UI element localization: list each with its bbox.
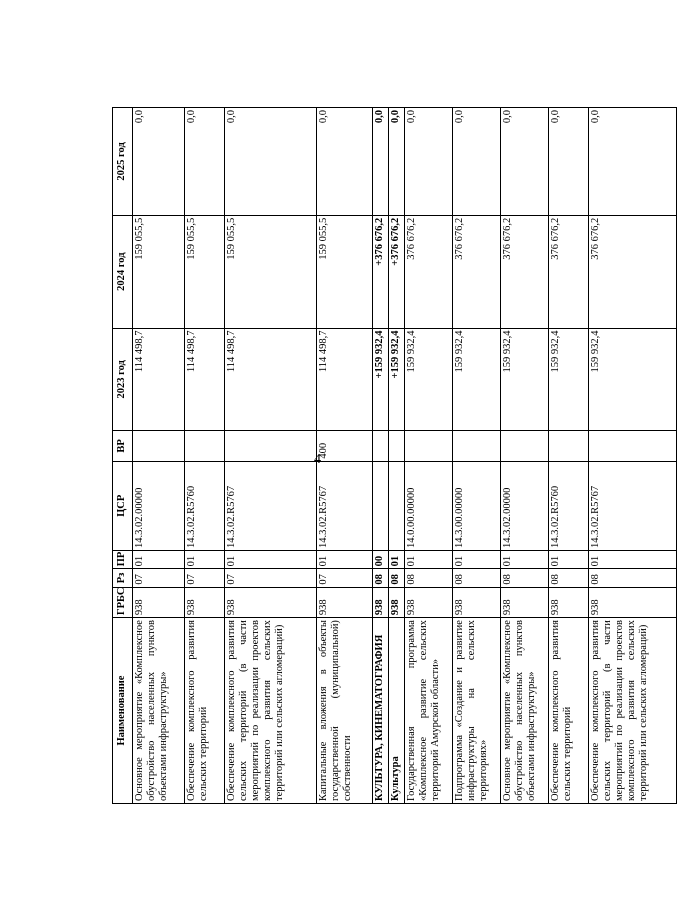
cell-vr [185,431,225,461]
cell-y2023: +159 932,4 [389,328,405,431]
table-row [185,108,225,804]
budget-table [112,107,677,804]
cell-grbs: 938 [453,587,501,617]
cell-y2024: 376 676,2 [589,215,677,328]
cell-vr [405,431,453,461]
cell-csr: 14.3.02.00000 [133,461,185,550]
cell-pr: 01 [133,551,185,569]
cell-pr: 01 [185,551,225,569]
cell-csr [389,461,405,550]
cell-y2024: 159 055,5 [185,215,225,328]
header-csr: ЦСР [113,461,133,550]
cell-grbs: 938 [373,587,389,617]
cell-y2023: 114 498,7 [317,328,373,431]
page-number: 4 [314,452,321,467]
cell-csr: 14.3.02.R5767 [589,461,677,550]
cell-y2023: 114 498,7 [185,328,225,431]
header-2024: 2024 год [113,215,133,328]
cell-rz: 08 [589,569,677,587]
cell-grbs: 938 [225,587,317,617]
cell-vr [549,431,589,461]
cell-csr: 14.3.02.R5767 [225,461,317,550]
cell-csr: 14.3.02.R5760 [185,461,225,550]
cell-y2024: +376 676,2 [389,215,405,328]
cell-y2025: 0,0 [317,108,373,216]
cell-rz: 08 [373,569,389,587]
cell-grbs: 938 [405,587,453,617]
cell-vr [373,431,389,461]
cell-rz: 07 [317,569,373,587]
cell-rz: 08 [453,569,501,587]
cell-y2024: 376 676,2 [549,215,589,328]
cell-grbs: 938 [501,587,549,617]
cell-name: Государственная программа «Комплексное развитие сельских территорий Амурской области» [405,618,453,804]
table-row [373,108,389,804]
cell-grbs: 938 [185,587,225,617]
cell-name: Капитальные вложения в объекты государственной (муниципальной) собственности [317,618,373,804]
table-row [501,108,549,804]
table-row [589,108,677,804]
cell-y2023: 159 932,4 [501,328,549,431]
header-2025: 2025 год [113,108,133,216]
cell-pr: 01 [405,551,453,569]
cell-y2023: +159 932,4 [373,328,389,431]
cell-rz: 07 [133,569,185,587]
cell-vr [133,431,185,461]
cell-pr: 01 [501,551,549,569]
cell-vr [389,431,405,461]
header-name: Наименование [113,618,133,804]
table-row [133,108,185,804]
header-grbs: ГРБС [113,587,133,617]
cell-y2025: 0,0 [405,108,453,216]
budget-table-rotated [112,107,650,804]
table-row [549,108,589,804]
cell-rz: 07 [185,569,225,587]
cell-y2023: 159 932,4 [589,328,677,431]
header-2023: 2023 год [113,328,133,431]
cell-y2025: 0,0 [549,108,589,216]
cell-pr: 01 [389,551,405,569]
header-rz: Рз [113,569,133,587]
cell-csr: 14.3.02.R5760 [549,461,589,550]
cell-y2025: 0,0 [501,108,549,216]
cell-y2024: 159 055,5 [225,215,317,328]
cell-csr: 14.3.02.00000 [501,461,549,550]
table-row [405,108,453,804]
cell-rz: 08 [549,569,589,587]
cell-y2025: 0,0 [133,108,185,216]
cell-vr [453,431,501,461]
cell-rz: 07 [225,569,317,587]
header-pr: ПР [113,551,133,569]
table-row [225,108,317,804]
cell-rz: 08 [405,569,453,587]
cell-vr [501,431,549,461]
cell-y2023: 159 932,4 [549,328,589,431]
cell-name: Обеспечение комплексного развития сельских территорий [185,618,225,804]
cell-y2023: 114 498,7 [133,328,185,431]
cell-y2025: 0,0 [185,108,225,216]
cell-pr: 01 [589,551,677,569]
cell-pr: 01 [453,551,501,569]
table-row [317,108,373,804]
cell-y2025: 0,0 [453,108,501,216]
cell-y2023: 114 498,7 [225,328,317,431]
cell-y2025: 0,0 [389,108,405,216]
cell-y2024: 376 676,2 [501,215,549,328]
cell-name: Обеспечение комплексного развития сельских территорий (в части мероприятий по реализации проектов комплексного развития сельских территорий или сельских агломераций) [225,618,317,804]
table-row [453,108,501,804]
cell-name: Обеспечение комплексного развития сельских территорий (в части мероприятий по реализации проектов комплексного развития сельских территорий или сельских агломераций) [589,618,677,804]
cell-grbs: 938 [133,587,185,617]
cell-csr: 14.0.00.00000 [405,461,453,550]
cell-y2024: 159 055,5 [133,215,185,328]
cell-y2023: 159 932,4 [405,328,453,431]
cell-name: Основное мероприятие «Комплексное обустройство населенных пунктов объектами инфраструктуры» [501,618,549,804]
cell-name: КУЛЬТУРА, КИНЕМАТОГРАФИЯ [373,618,389,804]
cell-vr: 400 [317,431,373,461]
cell-y2025: 0,0 [373,108,389,216]
cell-y2024: +376 676,2 [373,215,389,328]
cell-y2024: 376 676,2 [453,215,501,328]
cell-pr: 01 [549,551,589,569]
cell-rz: 08 [389,569,405,587]
cell-name: Подпрограмма «Создание и развитие инфраструктуры на сельских территориях» [453,618,501,804]
cell-grbs: 938 [389,587,405,617]
cell-pr: 01 [225,551,317,569]
cell-y2025: 0,0 [225,108,317,216]
table-header-row [113,108,133,804]
cell-y2025: 0,0 [589,108,677,216]
table-row [389,108,405,804]
cell-name: Культура [389,618,405,804]
cell-vr [225,431,317,461]
cell-y2024: 376 676,2 [405,215,453,328]
cell-name: Обеспечение комплексного развития сельских территорий [549,618,589,804]
header-vr: ВР [113,431,133,461]
cell-grbs: 938 [317,587,373,617]
table-body [133,108,677,804]
cell-name: Основное мероприятие «Комплексное обустройство населенных пунктов объектами инфраструктуры» [133,618,185,804]
cell-vr [589,431,677,461]
cell-grbs: 938 [549,587,589,617]
cell-grbs: 938 [589,587,677,617]
cell-y2023: 159 932,4 [453,328,501,431]
cell-rz: 08 [501,569,549,587]
cell-csr: 14.3.00.00000 [453,461,501,550]
cell-pr: 01 [317,551,373,569]
cell-y2024: 159 055,5 [317,215,373,328]
cell-csr: 14.3.02.R5767 [317,461,373,550]
cell-csr [373,461,389,550]
cell-pr: 00 [373,551,389,569]
